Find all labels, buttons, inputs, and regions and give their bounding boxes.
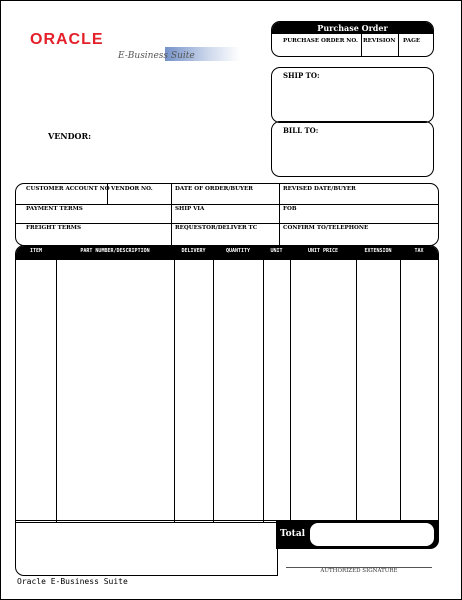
- payment-terms-label: PAYMENT TERMS: [26, 206, 83, 212]
- bill-to-box: [271, 121, 434, 177]
- footer-text: Oracle E-Business Suite: [17, 577, 128, 586]
- po-header-box: [271, 21, 434, 57]
- ship-to-label: SHIP TO:: [283, 71, 320, 80]
- col-unit: UNIT: [270, 248, 283, 254]
- notes-box: [15, 520, 278, 576]
- product-name: E-Business Suite: [118, 51, 195, 61]
- po-number-label: PURCHASE ORDER NO.: [283, 38, 358, 44]
- col-part-description: PART NUMBER/DESCRIPTION: [80, 248, 150, 254]
- page-label: PAGE: [403, 38, 421, 44]
- revised-date-label: REVISED DATE/BUYER: [283, 186, 356, 192]
- col-unit-price: UNIT PRICE: [307, 248, 339, 254]
- col-delivery: DELIVERY: [181, 248, 206, 254]
- total-box: [276, 520, 439, 549]
- order-info-box: [15, 183, 439, 246]
- col-extension: EXTENSION: [364, 248, 392, 254]
- po-title: Purchase Order: [272, 22, 433, 34]
- ship-to-box: [271, 67, 434, 123]
- vendor-no-label: VENDOR NO.: [111, 186, 153, 192]
- confirm-to-label: CONFIRM TO/TELEPHONE: [283, 225, 369, 231]
- requestor-label: REQUESTOR/DELIVER TC: [175, 225, 258, 231]
- oracle-logo: ORACLE: [30, 31, 104, 48]
- total-label: Total: [280, 529, 306, 539]
- col-tax: TAX: [414, 248, 424, 254]
- col-quantity: QUANTITY: [225, 248, 251, 254]
- customer-account-label: CUSTOMER ACCOUNT NO: [26, 186, 110, 192]
- line-items-table: [15, 245, 439, 523]
- date-of-order-label: DATE OF ORDER/BUYER: [175, 186, 253, 192]
- fob-label: FOB: [283, 206, 297, 212]
- ship-via-label: SHIP VIA: [175, 206, 205, 212]
- freight-terms-label: FREIGHT TERMS: [26, 225, 81, 231]
- bill-to-label: BILL TO:: [283, 126, 319, 135]
- col-item: ITEM: [29, 248, 43, 254]
- authorized-signature-label: AUTHORIZED SIGNATURE: [320, 568, 398, 574]
- vendor-label: VENDOR:: [48, 131, 92, 141]
- revision-label: REVISION: [363, 38, 396, 44]
- total-value-field: [310, 523, 434, 546]
